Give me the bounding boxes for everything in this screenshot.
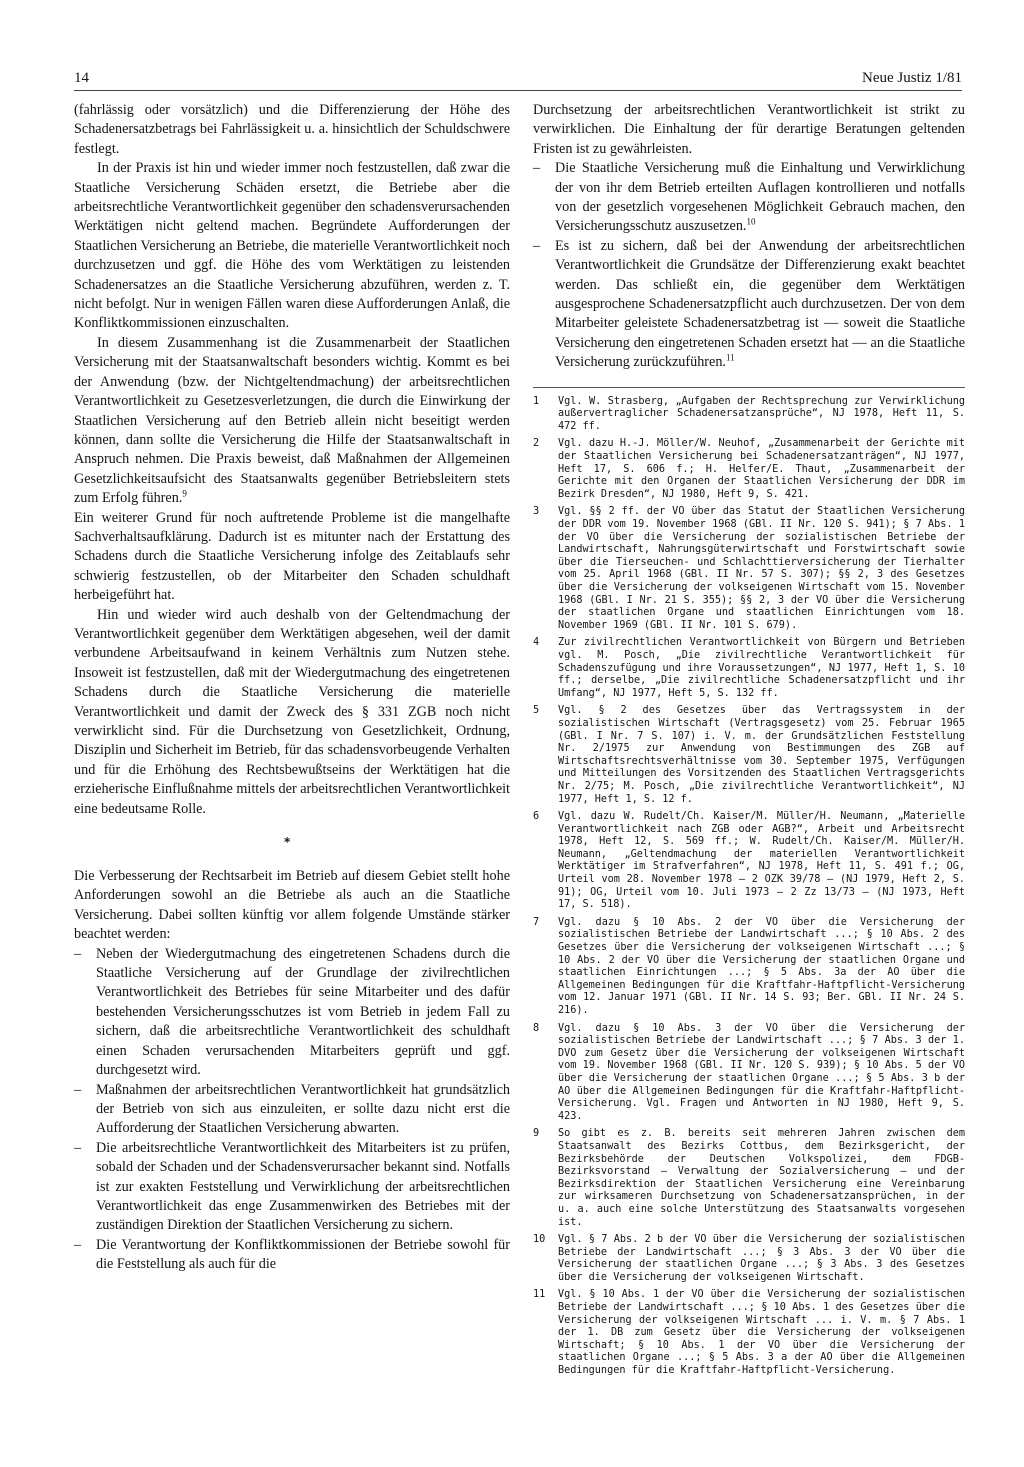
paragraph: In der Praxis ist hin und wieder immer noch festzustellen, daß zwar die Staatliche Versicherung Schäden ersetzt, die Betriebe aber die arbeitsrechtliche Verantwortlichkeit gegenüber den schadensverursachenden Werktätigen nicht geltend machen. Begründete Aufforderungen der Staatlichen Versicherung an Betriebe, die materielle Verantwortlichkeit noch durchzusetzen und ggf. die Höhe des vom Werktätigen zu leistenden Schadenersatzes an die Staatliche Versicherung abzuführen, werden z. T. nicht befolgt. Nur in wenigen Fällen waren diese Aufforderungen Anlaß, die Konfliktkommissionen einzuschalten. [74, 160, 510, 332]
paragraph: Hin und wieder wird auch deshalb von der Geltendmachung der Verantwortlichkeit gegenüber dem Werktätigen abgesehen, weil der damit verbundene Arbeitsaufwand in keinem Verhältnis zum Nutzen stehe. Insoweit ist festzustellen, daß mit der Wiedergutmachung des eingetretenen Schadens durch die Staatliche Versicherung die materielle Verantwortlichkeit und damit der Zweck des § 331 ZGB noch nicht verwirklicht sind. Für die Durchsetzung von Gesetzlichkeit, Ordnung, Disziplin und Sicherheit im Betrieb, für das schadensvorbeugende Verhalten und für die Erhöhung des Rechtsbewußtseins der Werktätigen hat die erzieherische Einflußnahme mittels der arbeitsrechtlichen Verantwortlichkeit eine bedeutsame Rolle. [74, 606, 510, 817]
dash-bullet: – [74, 1081, 82, 1098]
list-item-text: Es ist zu sichern, daß bei der Anwendung der arbeitsrechtlichen Verantwortlichkeit die Grundsätze der Differenzierung exakt beachtet werden. Das schließt ein, die gegenüber dem Werktätigen ausgesprochene Schadenersatzpflicht auch durchzusetzen. Der von dem Mitarbeiter geleistete Schadenersatzbetrag ist — soweit die Staatliche Versicherung den eingetretenen Schaden ersetzt hat — an die Staatliche Versicherung zurückzuführen. [555, 237, 965, 371]
list-item [533, 159, 965, 237]
footnote-text: Vgl. § 2 des Gesetzes über das Vertragssystem in der sozialistischen Wirtschaft (Vertragsgesetz) vom 25. Februar 1965 (GBl. I Nr. 7 S. 107) i. V. m. der Grundsätzlichen Feststellung Nr. 2/1975 zur Anwendung von Bestimmungen des ZGB auf Wirtschaftsrechtsverhältnisse vom 30. September 1975, Verfügungen und Mitteilungen des Vorsitzenden des Staatlichen Vertragsgerichts Nr. 2/75; M. Posch, „Die zivilrechtliche Verantwortlichkeit“, NJ 1977, Heft 1, S. 12 f. [558, 705, 965, 805]
footnote-text: Vgl. dazu H.-J. Möller/W. Neuhof, „Zusammenarbeit der Gerichte mit der Staatlichen Versicherung bei Schadenersatzanträgen“, NJ 1977, Heft 17, S. 606 f.; H. Helfer/E. Thaut, „Zusammenarbeit der Gerichte mit den Organen der Staatlichen Versicherung der DDR im Bezirk Dresden“, NJ 1980, Heft 9, S. 421. [558, 438, 965, 500]
list-item [74, 1139, 510, 1236]
footnote-number: 9 [533, 1128, 540, 1140]
footnote-number: 7 [533, 916, 540, 928]
journal-issue: Neue Justiz 1/81 [862, 70, 962, 86]
separator-star: * [284, 835, 291, 850]
footnote-ref: 10 [746, 216, 756, 227]
list-item [533, 237, 965, 373]
right-column [533, 101, 965, 1383]
footnote-number: 5 [533, 705, 540, 717]
dash-bullet: – [533, 237, 541, 254]
footnote [533, 506, 965, 632]
footnote-text: Vgl. dazu W. Rudelt/Ch. Kaiser/M. Müller/H. Neumann, „Materielle Verantwortlichkeit nach ZGB oder AGB?“, Arbeit und Arbeitsrecht 1978, Heft 12, S. 569 ff.; W. Rudelt/Ch. Kaiser/M. Müller/H. Neumann, „Geltendmachung der materiellen Verantwortlichkeit Werktätiger im Strafverfahren“, NJ 1978, Heft 11, S. 491 f.; OG, Urteil vom 28. November 1978 — 2 OZK 39/78 — (NJ 1979, Heft 2, S. 91); OG, Urteil vom 10. Juli 1973 — 2 Zz 13/73 — (NJ 1973, Heft 17, S. 518). [558, 811, 965, 911]
footnote-number: 3 [533, 506, 540, 518]
footnote-number: 2 [533, 438, 540, 450]
footnote-number: 8 [533, 1022, 540, 1034]
footnote-ref: 9 [182, 488, 187, 499]
footnote-number: 6 [533, 811, 540, 823]
dash-bullet: – [74, 1139, 82, 1156]
footnote-text: Vgl. W. Strasberg, „Aufgaben der Rechtsprechung zur Verwirklichung außervertraglicher Schadenersatzansprüche“, NJ 1978, Heft 11, S. 472 ff. [558, 395, 965, 432]
footnote [533, 1128, 965, 1229]
footnote-text: Vgl. dazu § 10 Abs. 3 der VO über die Versicherung der sozialistischen Betriebe der Landwirtschaft ...; § 7 Abs. 3 der 1. DVO zum Gesetz über die Versicherung der volkseigenen Wirtschaft vom 19. November 1968 (GBl. II Nr. 120 S. 939); § 10 Abs. 5 der VO über die Versicherung der staatlichen Organe ...; § 5 Abs. 3 b der AO über die Allgemeinen Bedingungen für die Kraftfahr-Haftpflicht-Versicherung. Vgl. Fragen und Antworten in NJ 1980, Heft 9, S. 423. [558, 1022, 965, 1122]
list-item [74, 945, 510, 1081]
footnote-text: Vgl. § 7 Abs. 2 b der VO über die Versicherung der sozialistischen Betriebe der Landwirtschaft ...; § 3 Abs. 3 der VO über die Versicherung der staatlichen Organe ...; § 3 Abs. 3 des Gesetzes über die Versicherung der volkseigenen Wirtschaft. [558, 1234, 965, 1283]
footnote-text: So gibt es z. B. bereits seit mehreren Jahren zwischen dem Staatsanwalt des Bezirks Cottbus, dem Bezirksgericht, der Bezirksbehörde der Deutschen Volkspolizei, dem FDGB-Bezirksvorstand — Verwaltung der Sozialversicherung — und der Bezirksdirektion der Staatlichen Versicherung eine Vereinbarung zur wirksameren Durchsetzung von Schadenersatzansprüchen, in der u. a. auch eine solche Unterstützung des Staatsanwalts vorgesehen ist. [558, 1128, 965, 1228]
footnote [533, 917, 965, 1018]
list-item-text: Die Staatliche Versicherung muß die Einhaltung und Verwirklichung der von ihr dem Betrieb erteilten Auflagen kontrollieren und notfalls von der gesetzlich vorgesehenen Möglichkeit Gebrauch machen, den Versicherungsschutz auszusetzen. [555, 160, 965, 235]
list-item [74, 1081, 510, 1139]
list-item-text: Neben der Wiedergutmachung des eingetretenen Schadens durch die Staatliche Versicherung auf der Grundlage der zivilrechtlichen Verantwortlichkeit des Betriebes für seine Mitarbeiter und des dafür bestehenden Versicherungsschutzes ist vom Betrieb in jedem Fall zu sichern, daß die arbeitsrechtliche Verantwortlichkeit des schuldhaft einen Schaden verursachenden Mitarbeiters geprüft und ggf. durchgesetzt wird. [96, 945, 510, 1079]
paragraph: (fahrlässig oder vorsätzlich) und die Differenzierung der Höhe des Schadenersatzbetrags bei Fahrlässigkeit u. a. hinsichtlich der Schuldschwere festlegt. [74, 102, 510, 157]
footnote-text: Vgl. §§ 2 ff. der VO über das Statut der Staatlichen Versicherung der DDR vom 19. November 1968 (GBl. II Nr. 120 S. 941); § 7 Abs. 1 der VO über die Versicherung der sozialistischen Betriebe der Landwirtschaft, Nahrungsgüterwirtschaft und Forstwirtschaft sowie über die Tierseuchen- und Schlachttierversicherung der Tierhalter vom 25. April 1968 (GBl. II Nr. 57 S. 307); §§ 2, 3 des Gesetzes über die Versicherung der volkseigenen Wirtschaft vom 15. November 1968 (GBl. I Nr. 21 S. 355); §§ 2, 3 der VO über die Versicherung der staatlichen Organe und staatlichen Einrichtungen vom 18. November 1969 (GBl. II Nr. 101 S. 679). [558, 506, 965, 631]
footnote-text: Vgl. dazu § 10 Abs. 2 der VO über die Versicherung der sozialistischen Betriebe der Landwirtschaft ...; § 10 Abs. 2 des Gesetzes über die Versicherung der volkseigenen Wirtschaft ...; § 10 Abs. 2 der VO über die Versicherung der staatlichen Organe und staatlichen Einrichtungen ...; § 5 Abs. 3a der AO über die Allgemeinen Bedingungen für die Kraftfahr-Haftpflicht-Versicherung vom 12. Januar 1971 (GBl. II Nr. 14 S. 93; Ber. GBl. II Nr. 24 S. 216). [558, 916, 965, 1016]
list-item [74, 1236, 510, 1275]
paragraph-text: In diesem Zusammenhang ist die Zusammenarbeit der Staatlichen Versicherung mit der Staatsanwaltschaft besonders wichtig. Kommt es bei der Anwendung (bzw. der Nichtgeltendmachung) der arbeitsrechtlichen Verantwortlichkeit zu Gesetzesverletzungen, die durch die Einwirkung der Staatlichen Versicherung auf den Betrieb allein nicht beseitigt werden können, dann sollte die Versicherung die Hilfe der Staatsanwaltschaft in Anspruch nehmen. Die Praxis beweist, daß Maßnahmen der Allgemeinen Gesetzlichkeitsaufsicht des Staatsanwalts gegenüber Betriebsleitern stets zum Erfolg führen. [74, 334, 510, 507]
footnote [533, 705, 965, 806]
footnote-ref: 11 [725, 352, 735, 363]
footnote-number: 4 [533, 637, 540, 649]
list-item-text: Die Verantwortung der Konfliktkommissionen der Betriebe sowohl für die Feststellung als auch für die [96, 1236, 510, 1273]
footnote-text: Zur zivilrechtlichen Verantwortlichkeit von Bürgern und Betrieben vgl. M. Posch, „Die zivilrechtliche Verantwortlichkeit für Schadenszufügung und ihre Voraussetzungen“, NJ 1977, Heft 1, S. 10 ff.; derselbe, „Die zivilrechtliche Schadenersatzpflicht und ihr Umfang“, NJ 1977, Heft 5, S. 132 ff. [558, 637, 965, 699]
list-item-text: Die arbeitsrechtliche Verantwortlichkeit des Mitarbeiters ist zu prüfen, sobald der Schaden und der Schadensverursacher bekannt sind. Notfalls ist zur exakten Feststellung und Verwirklichung der arbeitsrechtlichen Verantwortlichkeit das enge Zusammenwirken des Betriebes mit der zuständigen Direktion der Staatlichen Versicherung zu sichern. [96, 1139, 510, 1234]
footnote-divider [533, 387, 965, 388]
dash-bullet: – [74, 945, 82, 962]
list-item-text: Maßnahmen der arbeitsrechtlichen Verantwortlichkeit hat grundsätzlich der Betrieb von sich aus einzuleiten, er sollte dazu nicht erst die Aufforderung der Staatlichen Versicherung abwarten. [96, 1081, 510, 1137]
footnote-text: Vgl. § 10 Abs. 1 der VO über die Versicherung der sozialistischen Betriebe der Landwirtschaft ...; § 10 Abs. 1 des Gesetzes über die Versicherung der volkseigenen Wirtschaft ... i. V. m. § 7 Abs. 1 der 1. DB zum Gesetz über die Versicherung der volkseigenen Wirtschaft; § 10 Abs. 1 der VO über die Versicherung der staatlichen Organe ...; § 5 Abs. 3 a der AO über die Allgemeinen Bedingungen für die Kraftfahr-Haftpflicht-Versicherung. [558, 1289, 965, 1377]
dash-bullet: – [533, 160, 541, 177]
footnote [533, 1289, 965, 1377]
footnote [533, 396, 965, 434]
left-column [74, 101, 510, 1275]
footnote [533, 438, 965, 501]
page-header [74, 68, 962, 91]
footnote-number: 10 [533, 1234, 546, 1246]
paragraph: Durchsetzung der arbeitsrechtlichen Verantwortlichkeit ist strikt zu verwirklichen. Die Einhaltung der für derartige Beratungen geltenden Fristen ist zu gewährleisten. [533, 102, 965, 157]
footnote [533, 1023, 965, 1124]
paragraph: Ein weiterer Grund für noch auftretende Probleme ist die mangelhafte Sachverhaltsaufklärung. Dadurch ist es mitunter nach der Erstattung des Schadens durch die Staatliche Versicherung infolge des Zeitablaufs sehr schwierig festzustellen, ob der Mitarbeiter den Schaden schuldhaft herbeigeführt hat. [74, 509, 510, 604]
paragraph: Die Verbesserung der Rechtsarbeit im Betrieb auf diesem Gebiet stellt hohe Anforderungen sowohl an die Betriebe als auch an die Staatliche Versicherung. Dabei sollten künftig vor allem folgende Umstände stärker beachtet werden: [74, 868, 510, 943]
dash-bullet: – [74, 1236, 82, 1253]
footnote-number: 11 [533, 1289, 546, 1301]
footnote [533, 637, 965, 700]
footnote [533, 811, 965, 912]
paragraph [74, 334, 510, 509]
footnotes [533, 396, 965, 1378]
footnote [533, 1234, 965, 1284]
section-separator [74, 819, 510, 867]
footnote-number: 1 [533, 395, 540, 407]
page-number: 14 [74, 70, 89, 86]
